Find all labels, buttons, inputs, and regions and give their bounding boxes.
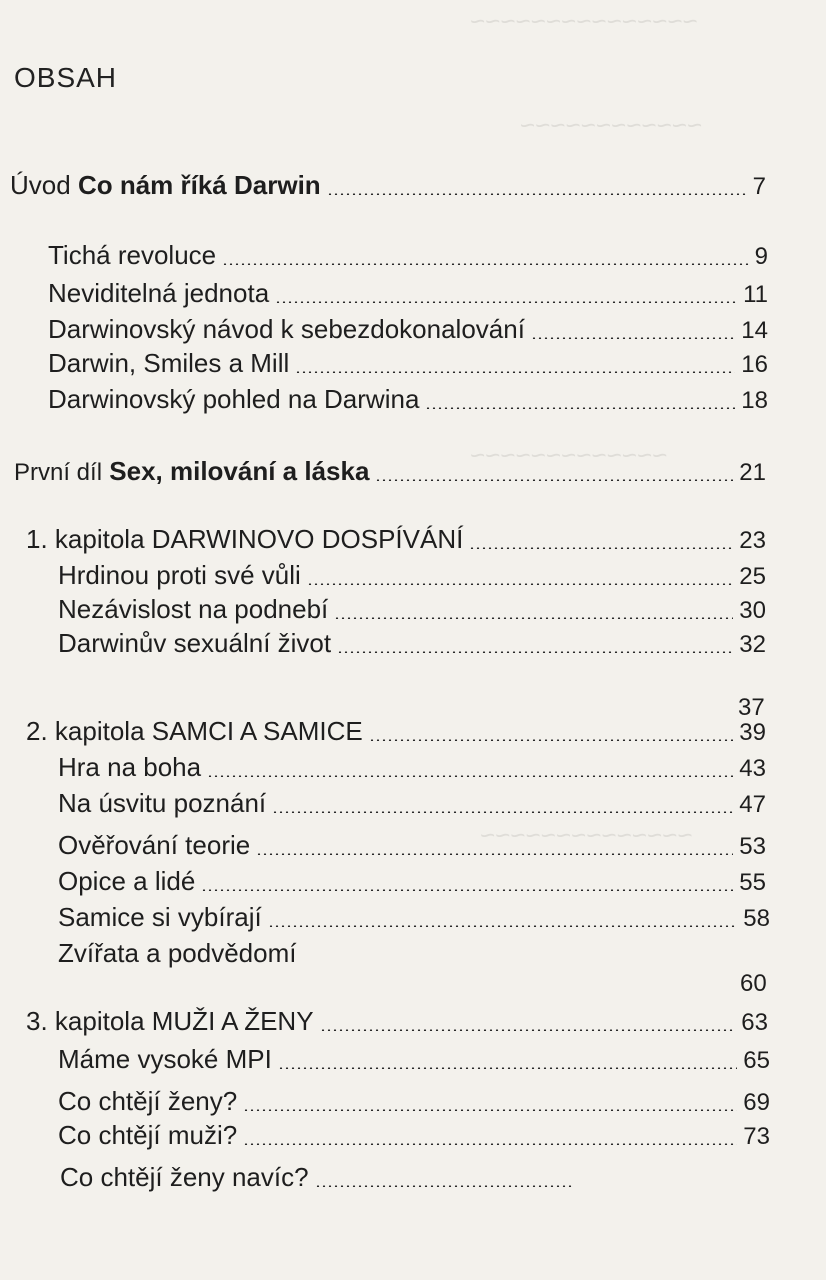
entry-title: Nezávislost na podnebí bbox=[58, 594, 329, 624]
dot-leader bbox=[327, 193, 747, 195]
dot-leader bbox=[469, 547, 733, 549]
page-number: 55 bbox=[739, 869, 766, 896]
toc-entry bbox=[48, 348, 768, 379]
page-number-standalone: 60 bbox=[740, 970, 767, 997]
toc-chapter-2 bbox=[26, 716, 766, 747]
page-number: 39 bbox=[739, 719, 766, 746]
page-number: 43 bbox=[739, 755, 766, 782]
dot-leader bbox=[243, 1109, 737, 1111]
toc-entry-part-one bbox=[14, 456, 766, 487]
toc-entry bbox=[58, 788, 766, 819]
toc-entry bbox=[48, 314, 768, 345]
toc-entry bbox=[48, 240, 768, 271]
dot-leader bbox=[207, 775, 733, 777]
page-number-standalone: 37 bbox=[738, 694, 765, 721]
page-number: 25 bbox=[739, 563, 766, 590]
toc-entry bbox=[58, 830, 766, 861]
page-number: 58 bbox=[743, 905, 770, 932]
entry-title: Ověřování teorie bbox=[58, 830, 251, 860]
page-number: 21 bbox=[739, 459, 766, 486]
page-number: 73 bbox=[743, 1123, 770, 1150]
entry-title: Neviditelná jednota bbox=[48, 278, 270, 308]
page-number: 69 bbox=[743, 1089, 770, 1116]
dot-leader bbox=[307, 583, 734, 585]
toc-chapter-1 bbox=[26, 524, 766, 555]
entry-title: Darwinovský návod k sebezdokonalování bbox=[48, 314, 525, 344]
toc-entry bbox=[58, 1086, 770, 1117]
dot-leader bbox=[256, 853, 733, 855]
toc-entry bbox=[58, 752, 766, 783]
dot-leader bbox=[531, 337, 735, 339]
page-number: 11 bbox=[743, 281, 768, 308]
page-number: 16 bbox=[741, 351, 768, 378]
bleed-through-texture: ~~~~~~~~~~~~~ bbox=[470, 440, 668, 470]
chapter-title: 1. kapitola DARWINOVO DOSPÍVÁNÍ bbox=[26, 524, 464, 554]
dot-leader bbox=[295, 371, 735, 373]
dot-leader bbox=[425, 407, 735, 409]
entry-title: Zvířata a podvědomí bbox=[58, 938, 297, 968]
entry-title: Darwinovský pohled na Darwina bbox=[48, 384, 420, 414]
toc-entry bbox=[58, 1044, 770, 1075]
part-title: Sex, milování a láska bbox=[109, 456, 370, 486]
entry-label bbox=[10, 170, 321, 201]
toc-entry bbox=[60, 1162, 580, 1193]
entry-title: Hra na boha bbox=[58, 752, 202, 782]
entry-title: Opice a lidé bbox=[58, 866, 196, 896]
toc-entry bbox=[58, 938, 358, 969]
entry-title: Máme vysoké MPI bbox=[58, 1044, 272, 1074]
dot-leader bbox=[375, 479, 733, 481]
dot-leader bbox=[334, 617, 733, 619]
entry-label bbox=[14, 456, 369, 487]
page-number: 18 bbox=[741, 387, 768, 414]
part-title: Co nám říká Darwin bbox=[77, 170, 321, 200]
entry-title: Samice si vybírají bbox=[58, 902, 262, 932]
entry-title: Co chtějí ženy? bbox=[58, 1086, 238, 1116]
entry-title: Na úsvitu poznání bbox=[58, 788, 267, 818]
dot-leader bbox=[201, 889, 733, 891]
page-number: 30 bbox=[739, 597, 766, 624]
toc-entry bbox=[48, 384, 768, 415]
toc-entry bbox=[58, 1120, 770, 1151]
toc-entry bbox=[48, 278, 768, 309]
entry-title: Darwinův sexuální život bbox=[58, 628, 332, 658]
dot-leader bbox=[222, 263, 749, 265]
toc-entry bbox=[58, 560, 766, 591]
toc-heading: OBSAH bbox=[14, 62, 118, 93]
bleed-through-texture: ~~~~~~~~~~~~~~ bbox=[480, 820, 693, 850]
dot-leader bbox=[320, 1029, 736, 1031]
chapter-title: 2. kapitola SAMCI A SAMICE bbox=[26, 716, 363, 746]
page-number: 53 bbox=[739, 833, 766, 860]
entry-title: Darwin, Smiles a Mill bbox=[48, 348, 290, 378]
page-number: 47 bbox=[739, 791, 766, 818]
dot-leader bbox=[278, 1067, 737, 1069]
entry-title: Co chtějí ženy navíc? bbox=[60, 1162, 309, 1192]
toc-entry bbox=[58, 594, 766, 625]
dot-leader bbox=[272, 811, 733, 813]
page-number: 7 bbox=[752, 173, 766, 200]
toc-entry bbox=[58, 866, 766, 897]
page-number: 63 bbox=[741, 1009, 768, 1036]
bleed-through-texture: ~~~~~~~~~~~~ bbox=[520, 110, 703, 140]
page-number: 32 bbox=[739, 631, 766, 658]
part-label: První díl bbox=[14, 459, 103, 486]
dot-leader bbox=[268, 925, 738, 927]
page-number: 23 bbox=[739, 527, 766, 554]
toc-chapter-3 bbox=[26, 1006, 768, 1037]
bleed-through-texture: ~~~~~~~~~~~~~~~ bbox=[470, 6, 698, 36]
page-number: 9 bbox=[754, 243, 768, 270]
dot-leader bbox=[315, 1185, 574, 1187]
toc-entry bbox=[58, 902, 770, 933]
toc-entry bbox=[58, 628, 766, 659]
part-label: Úvod bbox=[10, 170, 71, 200]
dot-leader bbox=[275, 301, 737, 303]
dot-leader bbox=[337, 651, 733, 653]
chapter-title: 3. kapitola MUŽI A ŽENY bbox=[26, 1006, 314, 1036]
toc-entry-intro bbox=[10, 170, 766, 201]
dot-leader bbox=[369, 739, 734, 741]
entry-title: Co chtějí muži? bbox=[58, 1120, 238, 1150]
entry-title: Hrdinou proti své vůli bbox=[58, 560, 301, 590]
dot-leader bbox=[243, 1143, 737, 1145]
page-number: 14 bbox=[741, 317, 768, 344]
entry-title: Tichá revoluce bbox=[48, 240, 217, 270]
page-number: 65 bbox=[743, 1047, 770, 1074]
